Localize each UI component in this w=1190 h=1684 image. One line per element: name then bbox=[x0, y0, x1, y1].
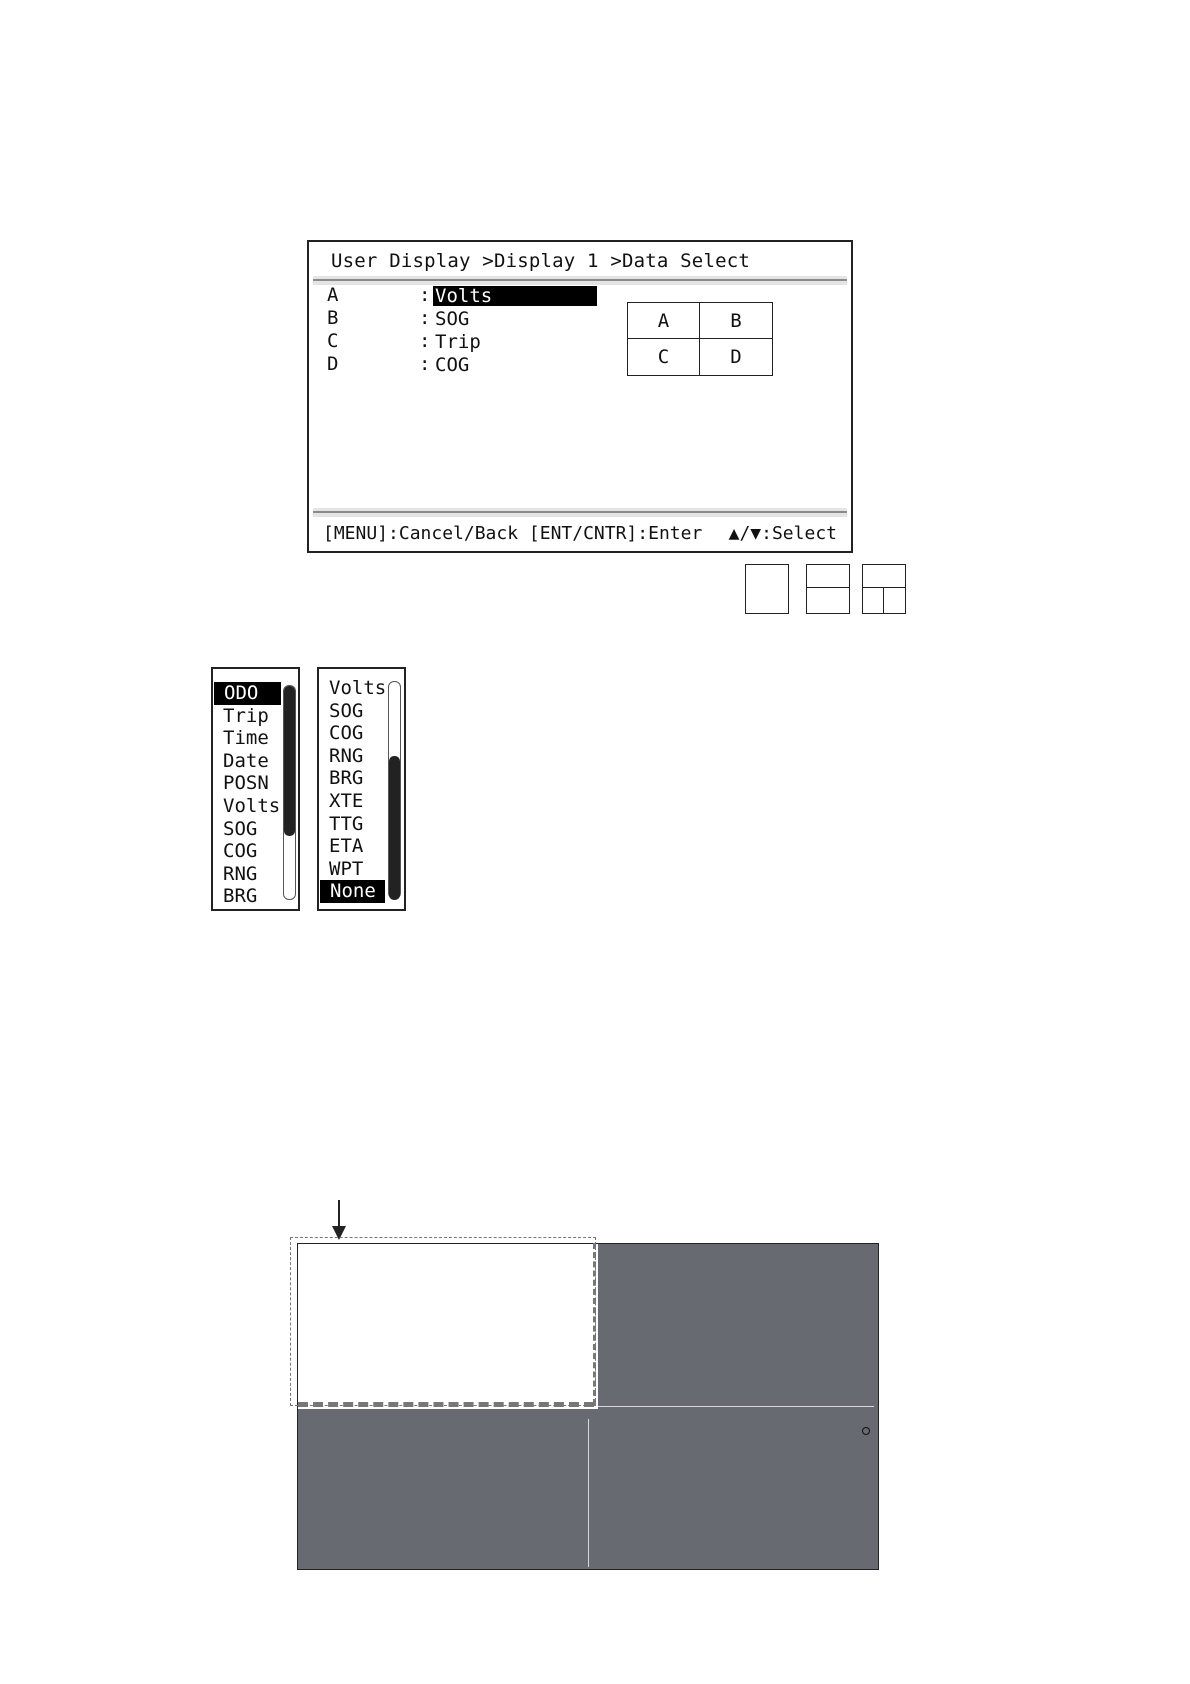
row-value-c[interactable]: Trip bbox=[435, 331, 481, 353]
list-item-ttg[interactable]: TTG bbox=[329, 812, 364, 835]
row-value-d[interactable]: COG bbox=[435, 354, 470, 376]
data-list-right[interactable] bbox=[317, 667, 406, 911]
display-layout-preview bbox=[627, 302, 773, 376]
row-value-b[interactable]: SOG bbox=[435, 308, 470, 330]
status-dot-icon bbox=[862, 1427, 870, 1435]
list-item-odo[interactable]: ODO bbox=[214, 682, 281, 705]
scroll-thumb[interactable] bbox=[284, 686, 295, 836]
pane-divider-vertical bbox=[588, 1419, 589, 1567]
layout-cell-a: A bbox=[628, 303, 700, 339]
list-item-volts[interactable]: Volts bbox=[223, 794, 281, 817]
list-item-sog[interactable]: SOG bbox=[329, 699, 364, 722]
list-item-eta[interactable]: ETA bbox=[329, 835, 364, 858]
list-item-cog[interactable]: COG bbox=[329, 722, 364, 745]
selection-outline bbox=[290, 1237, 596, 1406]
layout-t-split-icon bbox=[862, 564, 906, 614]
list-item-posn[interactable]: POSN bbox=[223, 772, 269, 795]
footer-select-hint: ▲/▼:Select bbox=[728, 523, 837, 544]
scrollbar-left[interactable] bbox=[283, 685, 296, 900]
row-key-b: B bbox=[327, 307, 339, 329]
list-item-time[interactable]: Time bbox=[223, 727, 269, 750]
selection-edge-right bbox=[593, 1243, 596, 1405]
list-item-none[interactable]: None bbox=[320, 880, 385, 903]
list-item-xte[interactable]: XTE bbox=[329, 789, 364, 812]
row-key-c: C bbox=[327, 330, 339, 352]
row-colon: : bbox=[419, 330, 431, 352]
row-colon: : bbox=[419, 284, 431, 306]
row-colon: : bbox=[419, 353, 431, 375]
layout-full-icon bbox=[745, 564, 789, 614]
layout-horizontal-split-icon bbox=[806, 564, 850, 614]
pane-divider-horizontal bbox=[598, 1406, 874, 1407]
layout-cell-c: C bbox=[628, 339, 700, 375]
row-key-a: A bbox=[327, 284, 339, 306]
row-colon: : bbox=[419, 307, 431, 329]
list-item-rng[interactable]: RNG bbox=[223, 862, 258, 885]
selection-edge-bottom bbox=[298, 1402, 594, 1407]
list-item-sog[interactable]: SOG bbox=[223, 817, 258, 840]
list-item-volts[interactable]: Volts bbox=[329, 677, 387, 699]
down-arrow-icon bbox=[326, 1200, 352, 1242]
list-item-brg[interactable]: BRG bbox=[329, 767, 364, 790]
footer-separator bbox=[313, 508, 847, 517]
row-value-a[interactable]: Volts bbox=[433, 286, 597, 306]
scrollbar-right[interactable] bbox=[388, 681, 401, 899]
footer-key-hints: [MENU]:Cancel/Back [ENT/CNTR]:Enter bbox=[323, 523, 703, 544]
layout-cell-d: D bbox=[730, 346, 742, 368]
layout-cell-b: B bbox=[700, 303, 772, 339]
breadcrumb: User Display >Display 1 >Data Select bbox=[331, 250, 751, 272]
data-list-left[interactable] bbox=[211, 667, 300, 911]
list-item-trip[interactable]: Trip bbox=[223, 704, 269, 727]
list-item-cog[interactable]: COG bbox=[223, 840, 258, 863]
list-item-brg[interactable]: BRG bbox=[223, 885, 258, 908]
list-item-rng[interactable]: RNG bbox=[329, 744, 364, 767]
row-key-d: D bbox=[327, 353, 339, 375]
data-select-menu-screen bbox=[307, 240, 853, 553]
list-item-wpt[interactable]: WPT bbox=[329, 857, 364, 880]
header-separator bbox=[313, 276, 847, 285]
list-item-date[interactable]: Date bbox=[223, 749, 269, 772]
scroll-thumb[interactable] bbox=[389, 756, 400, 900]
